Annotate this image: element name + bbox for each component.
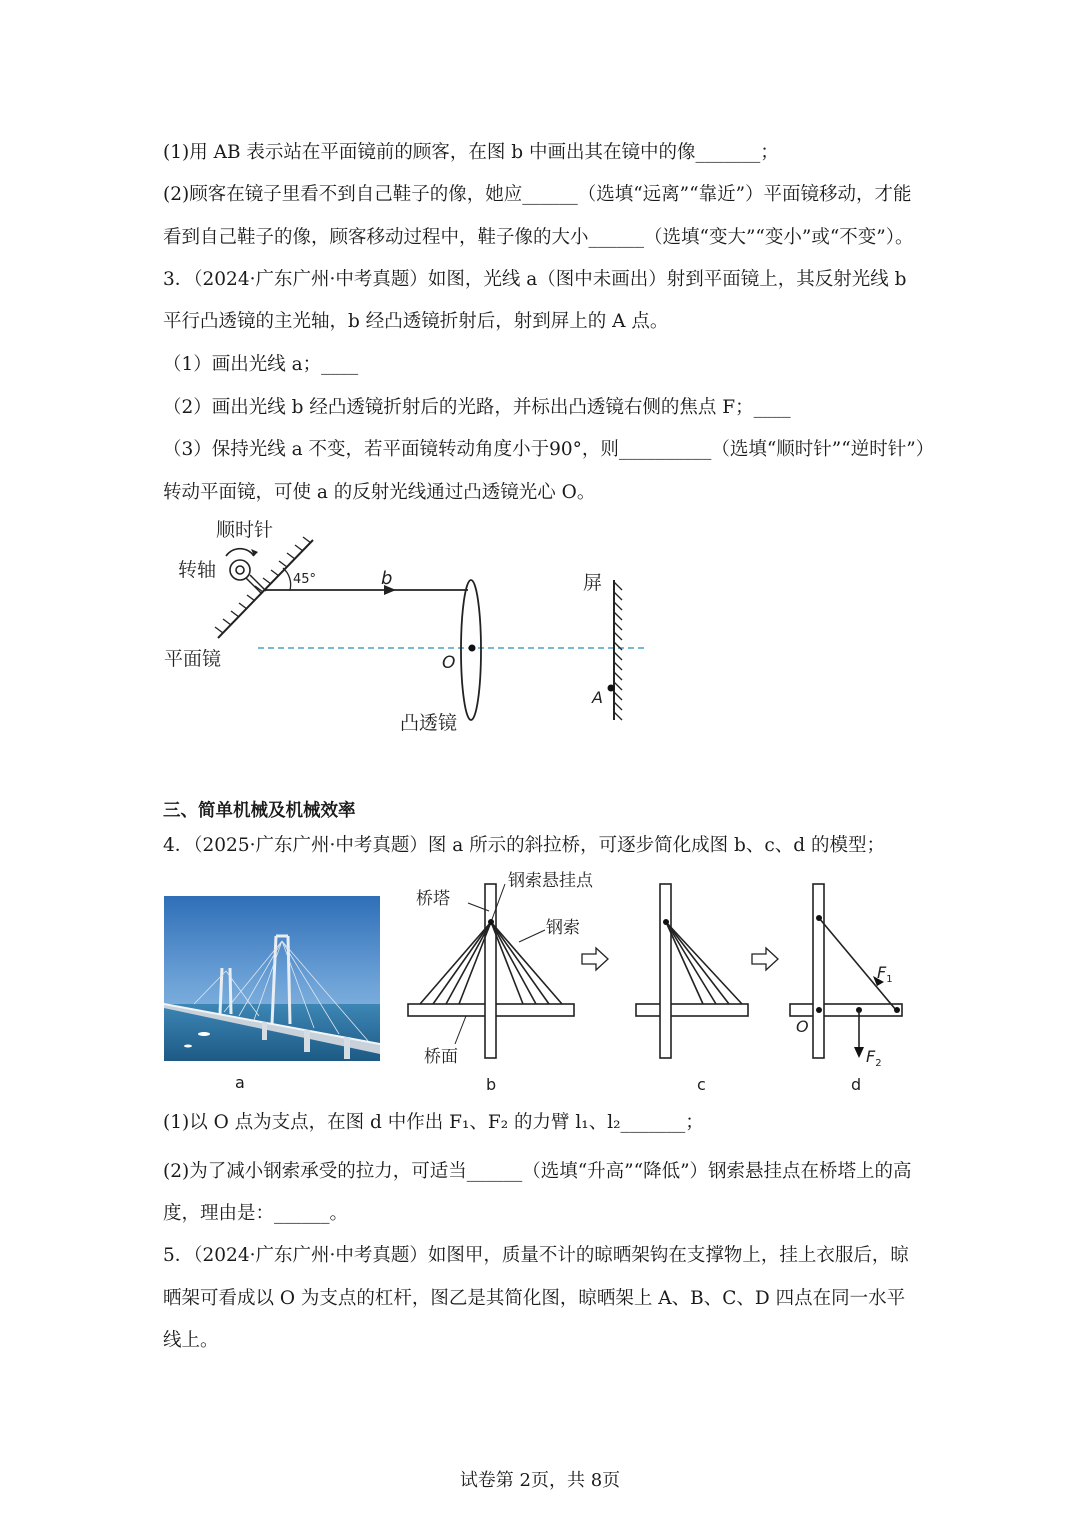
caption-a: a (235, 1073, 245, 1092)
q4-line: 4．（2025·广东广州·中考真题）图 a 所示的斜拉桥，可逐步简化成图 b、c、d 的模型； (163, 835, 885, 856)
q5-line-1: 5．（2024·广东广州·中考真题）如图甲，质量不计的晾晒架钩在支撑物上，挂上衣服后，晾 (163, 1245, 909, 1266)
label-tower: 桥塔 (416, 889, 450, 909)
label-clockwise: 顺时针 (216, 519, 274, 541)
caption-b: b (486, 1075, 497, 1094)
label-deck: 桥面 (424, 1047, 458, 1067)
q3-sub-1: （1）画出光线 a；____ (163, 354, 359, 375)
label-cable: 钢索 (546, 918, 580, 938)
caption-c: c (697, 1075, 706, 1094)
q3-line-2: 平行凸透镜的主光轴，b 经凸透镜折射后，射到屏上的 A 点。 (163, 311, 669, 332)
page-footer: 试卷第 2页，共 8页 (459, 1470, 621, 1491)
section-title: 三、简单机械及机械效率 (163, 801, 356, 821)
label-screen: 屏 (583, 572, 603, 594)
diagram-c (636, 884, 748, 1058)
anchor-dot-d (816, 915, 822, 921)
bridge-diagrams (390, 862, 930, 1102)
q3-sub-2: （2）画出光线 b 经凸透镜折射后的光路，并标出凸透镜右侧的焦点 F；____ (163, 397, 791, 418)
q-line-3: 看到自己鞋子的像，顾客移动过程中，鞋子像的大小______（选填“变大”“变小”或“不变”）。 (163, 227, 914, 248)
q5-line-3: 线上。 (163, 1330, 219, 1351)
optical-center-dot (469, 645, 476, 652)
label-lens: 凸透镜 (400, 712, 458, 734)
q5-line-2: 晒架可看成以 O 为支点的杠杆，图乙是其简化图，晾晒架上 A、B、C、D 四点在同一水平 (163, 1288, 906, 1309)
q3-sub-3: （3）保持光线 a 不变，若平面镜转动角度小于90°，则__________（选填“顺时针”“逆时针”） (163, 439, 935, 460)
label-pivot-o: O (796, 1017, 809, 1036)
caption-d: d (851, 1075, 862, 1094)
pivot-dot-o (816, 1007, 822, 1013)
label-ray-b: b (381, 568, 393, 589)
f2-arrowhead (854, 1047, 864, 1058)
q4-sub-2-cont: 度，理由是：______。 (163, 1203, 349, 1224)
q3-line-1: 3．（2024·广东广州·中考真题）如图，光线 a（图中未画出）射到平面镜上，其反射光线 b (163, 269, 907, 290)
q3-sub-3-cont: 转动平面镜，可使 a 的反射光线通过凸透镜光心 O。 (163, 482, 596, 503)
plane-mirror (218, 540, 313, 638)
pivot-inner (236, 566, 244, 574)
angle-arc (283, 568, 291, 590)
label-angle: 45° (293, 572, 317, 587)
q4-sub-2: (2)为了减小钢索承受的拉力，可适当______（选填“升高”“降低”）钢索悬挂点在桥塔上的高 (163, 1161, 912, 1182)
point-a-dot (608, 685, 615, 692)
label-axis: 转轴 (178, 559, 217, 581)
q-line-2: (2)顾客在镜子里看不到自己鞋子的像，她应______（选填“远离”“靠近”）平面镜移动，才能 (163, 184, 912, 205)
diagram-b (408, 884, 574, 1058)
cable-end-dot (894, 1007, 900, 1013)
screen-hatching (614, 582, 622, 720)
q4-sub-1: (1)以 O 点为支点，在图 d 中作出 F₁、F₂ 的力臂 l₁、l₂_______； (163, 1112, 704, 1133)
optics-figure (150, 510, 670, 745)
label-f1: $F_1$ (877, 963, 893, 985)
bridge-photo (164, 896, 380, 1061)
q-line-1: (1)用 AB 表示站在平面镜前的顾客，在图 b 中画出其在镜中的像_______； (163, 142, 779, 163)
label-f2: $F_2$ (866, 1047, 882, 1069)
label-lens-center: O (442, 653, 456, 673)
anchor-dot-c (663, 919, 669, 925)
label-anchor: 钢索悬挂点 (508, 871, 593, 891)
anchor-dot-b (488, 919, 494, 925)
clockwise-arrow (226, 549, 254, 556)
label-mirror: 平面镜 (164, 648, 222, 670)
label-point-a: A (592, 688, 603, 707)
arrow-b-to-c (582, 948, 608, 970)
arrow-c-to-d (752, 948, 778, 970)
pivot-outer (230, 560, 250, 580)
